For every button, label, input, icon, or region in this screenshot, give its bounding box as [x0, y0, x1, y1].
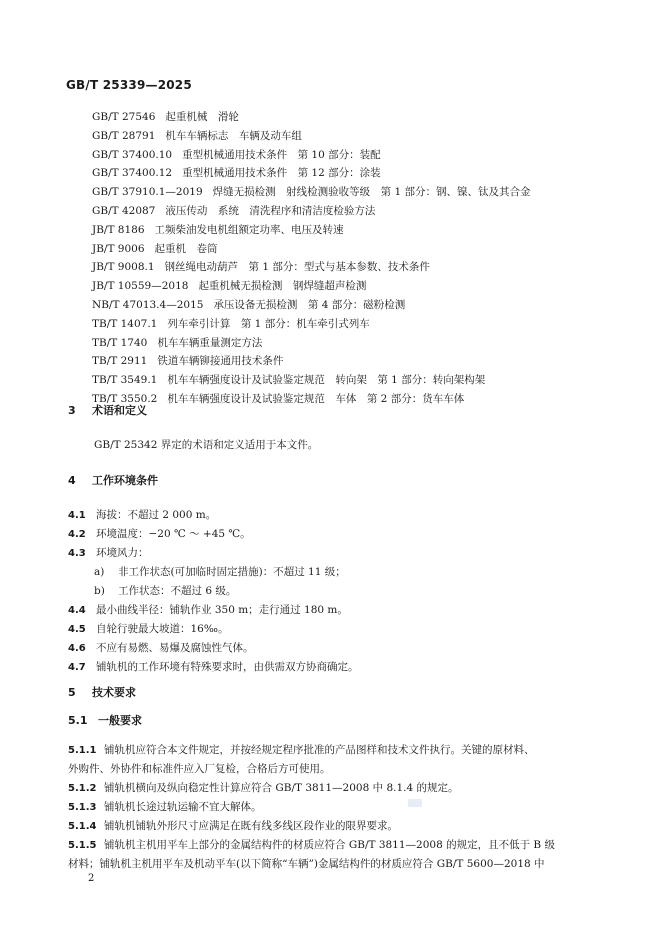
section-title: 一般要求	[98, 714, 142, 727]
reference-item	[92, 315, 632, 334]
reference-code: JB/T 8186	[92, 223, 145, 236]
section-title: 工作环境条件	[92, 474, 158, 487]
section-4-heading	[68, 472, 158, 488]
section-3-text: GB/T 25342 界定的术语和定义适用于本文件。	[94, 439, 319, 451]
clause-4-1: 4.1 海拔：不超过 2 000 m。	[68, 509, 217, 521]
clause-4-5: 4.5 自轮行驶最大坡道：16‰。	[68, 623, 229, 635]
clause-5-1-2: 5.1.2 铺轨机横向及纵向稳定性计算应符合 GB/T 3811—2008 中 8.1.4 的规定。	[68, 782, 459, 794]
section-title: 术语和定义	[92, 404, 147, 417]
section-number: 4	[68, 474, 76, 487]
clause-4-3-a: a) 非工作状态(可加临时固定措施)：不超过 11 级；	[94, 566, 346, 578]
reference-title: 机车车辆强度设计及试验鉴定规范 转向架 第 1 部分：转向架构架	[167, 374, 486, 387]
reference-item	[92, 390, 632, 409]
section-number: 5.1	[68, 714, 88, 727]
section-5-heading	[68, 684, 136, 700]
reference-item	[92, 277, 632, 296]
clause-4-6: 4.6 不应有易燃、易爆及腐蚀性气体。	[68, 642, 254, 654]
reference-title: 重型机械通用技术条件 第 12 部分：涂装	[182, 167, 381, 180]
reference-code: TB/T 3550.2	[92, 392, 158, 405]
section-3-heading	[68, 402, 147, 418]
reference-item	[92, 334, 632, 353]
reference-item	[92, 183, 632, 202]
reference-code: TB/T 2911	[92, 355, 148, 368]
clause-4-4: 4.4 最小曲线半径：铺轨作业 350 m；走行通过 180 m。	[68, 604, 348, 616]
watermark-mark	[408, 799, 422, 807]
reference-code: GB/T 28791	[92, 129, 156, 142]
reference-title: 焊缝无损检测 射线检测验收等级 第 1 部分：钢、镍、钛及其合金	[212, 186, 531, 199]
reference-code: TB/T 1407.1	[92, 317, 158, 330]
reference-title: 重型机械通用技术条件 第 10 部分：装配	[182, 148, 381, 161]
reference-item	[92, 202, 632, 221]
reference-code: TB/T 1740	[92, 336, 148, 349]
normative-references-list	[92, 108, 632, 409]
reference-code: GB/T 42087	[92, 204, 156, 217]
reference-title: 起重机械无损检测 钢焊缝超声检测	[198, 280, 367, 293]
page-number: 2	[88, 873, 95, 884]
reference-code: GB/T 37400.12	[92, 167, 173, 180]
reference-item	[92, 127, 632, 146]
reference-code: TB/T 3549.1	[92, 374, 158, 387]
reference-code: JB/T 10559—2018	[92, 280, 189, 293]
section-5-1-heading	[68, 712, 142, 728]
section-number: 3	[68, 404, 76, 417]
reference-code: GB/T 37400.10	[92, 148, 173, 161]
clause-5-1-1-continued: 外购件、外协件和标准件应入厂复检，合格后方可使用。	[68, 763, 331, 775]
section-number: 5	[68, 686, 76, 699]
reference-title: 机车车辆重量测定方法	[157, 336, 263, 349]
clause-5-1-5: 5.1.5 铺轨机主机用平车上部分的金属结构件的材质应符合 GB/T 3811—2008 的规定，且不低于 B 级	[68, 839, 555, 851]
reference-title: 铁道车辆铆接通用技术条件	[157, 355, 284, 368]
section-title: 技术要求	[92, 686, 136, 699]
clause-5-1-3: 5.1.3 铺轨机长途过轨运输不宜大解体。	[68, 801, 262, 813]
reference-title: 起重机械 滑轮	[165, 111, 239, 123]
clause-4-3: 4.3 环境风力：	[68, 547, 149, 559]
reference-item	[92, 352, 632, 371]
clause-5-1-4: 5.1.4 铺轨机铺轨外形尺寸应满足在既有线多线区段作业的限界要求。	[68, 820, 398, 832]
reference-title: 承压设备无损检测 第 4 部分：磁粉检测	[213, 298, 406, 311]
reference-title: 液压传动 系统 清洗程序和清洁度检验方法	[165, 204, 376, 217]
reference-code: GB/T 27546	[92, 111, 156, 123]
reference-title: 列车牵引计算 第 1 部分：机车牵引式列车	[167, 317, 370, 330]
reference-title: 工频柴油发电机组额定功率、电压及转速	[154, 223, 344, 236]
reference-title: 钢丝绳电动葫芦 第 1 部分：型式与基本参数、技术条件	[164, 261, 430, 274]
reference-title: 起重机 卷筒	[154, 242, 218, 255]
reference-code: GB/T 37910.1—2019	[92, 186, 203, 199]
reference-code: NB/T 47013.4—2015	[92, 298, 204, 311]
reference-item	[92, 221, 632, 240]
reference-item	[92, 296, 632, 315]
reference-item	[92, 240, 632, 259]
reference-title: 机车车辆标志 车辆及动车组	[165, 129, 302, 142]
reference-item	[92, 371, 632, 390]
reference-item	[92, 164, 632, 183]
reference-code: JB/T 9006	[92, 242, 145, 255]
clause-5-1-1: 5.1.1 铺轨机应符合本文件规定，并按经规定程序批准的产品图样和技术文件执行。关键的原材料、	[68, 744, 535, 756]
reference-code: JB/T 9008.1	[92, 261, 155, 274]
reference-item	[92, 258, 632, 277]
reference-item	[92, 146, 632, 165]
reference-title: 机车车辆强度设计及试验鉴定规范 车体 第 2 部分：货车车体	[167, 392, 465, 405]
clause-4-3-b: b) 工作状态：不超过 6 级。	[94, 585, 237, 597]
clause-5-1-5-continued: 材料；铺轨机主机用平车及机动平车(以下简称“车辆”)金属结构件的材质应符合 GB/T 5600—2018 中	[68, 858, 545, 870]
reference-item	[92, 108, 632, 127]
clause-4-7: 4.7 铺轨机的工作环境有特殊要求时，由供需双方协商确定。	[68, 661, 359, 673]
standard-number-header: GB/T 25339—2025	[66, 78, 192, 92]
clause-4-2: 4.2 环境温度：−20 ℃ ～ +45 ℃。	[68, 528, 251, 540]
